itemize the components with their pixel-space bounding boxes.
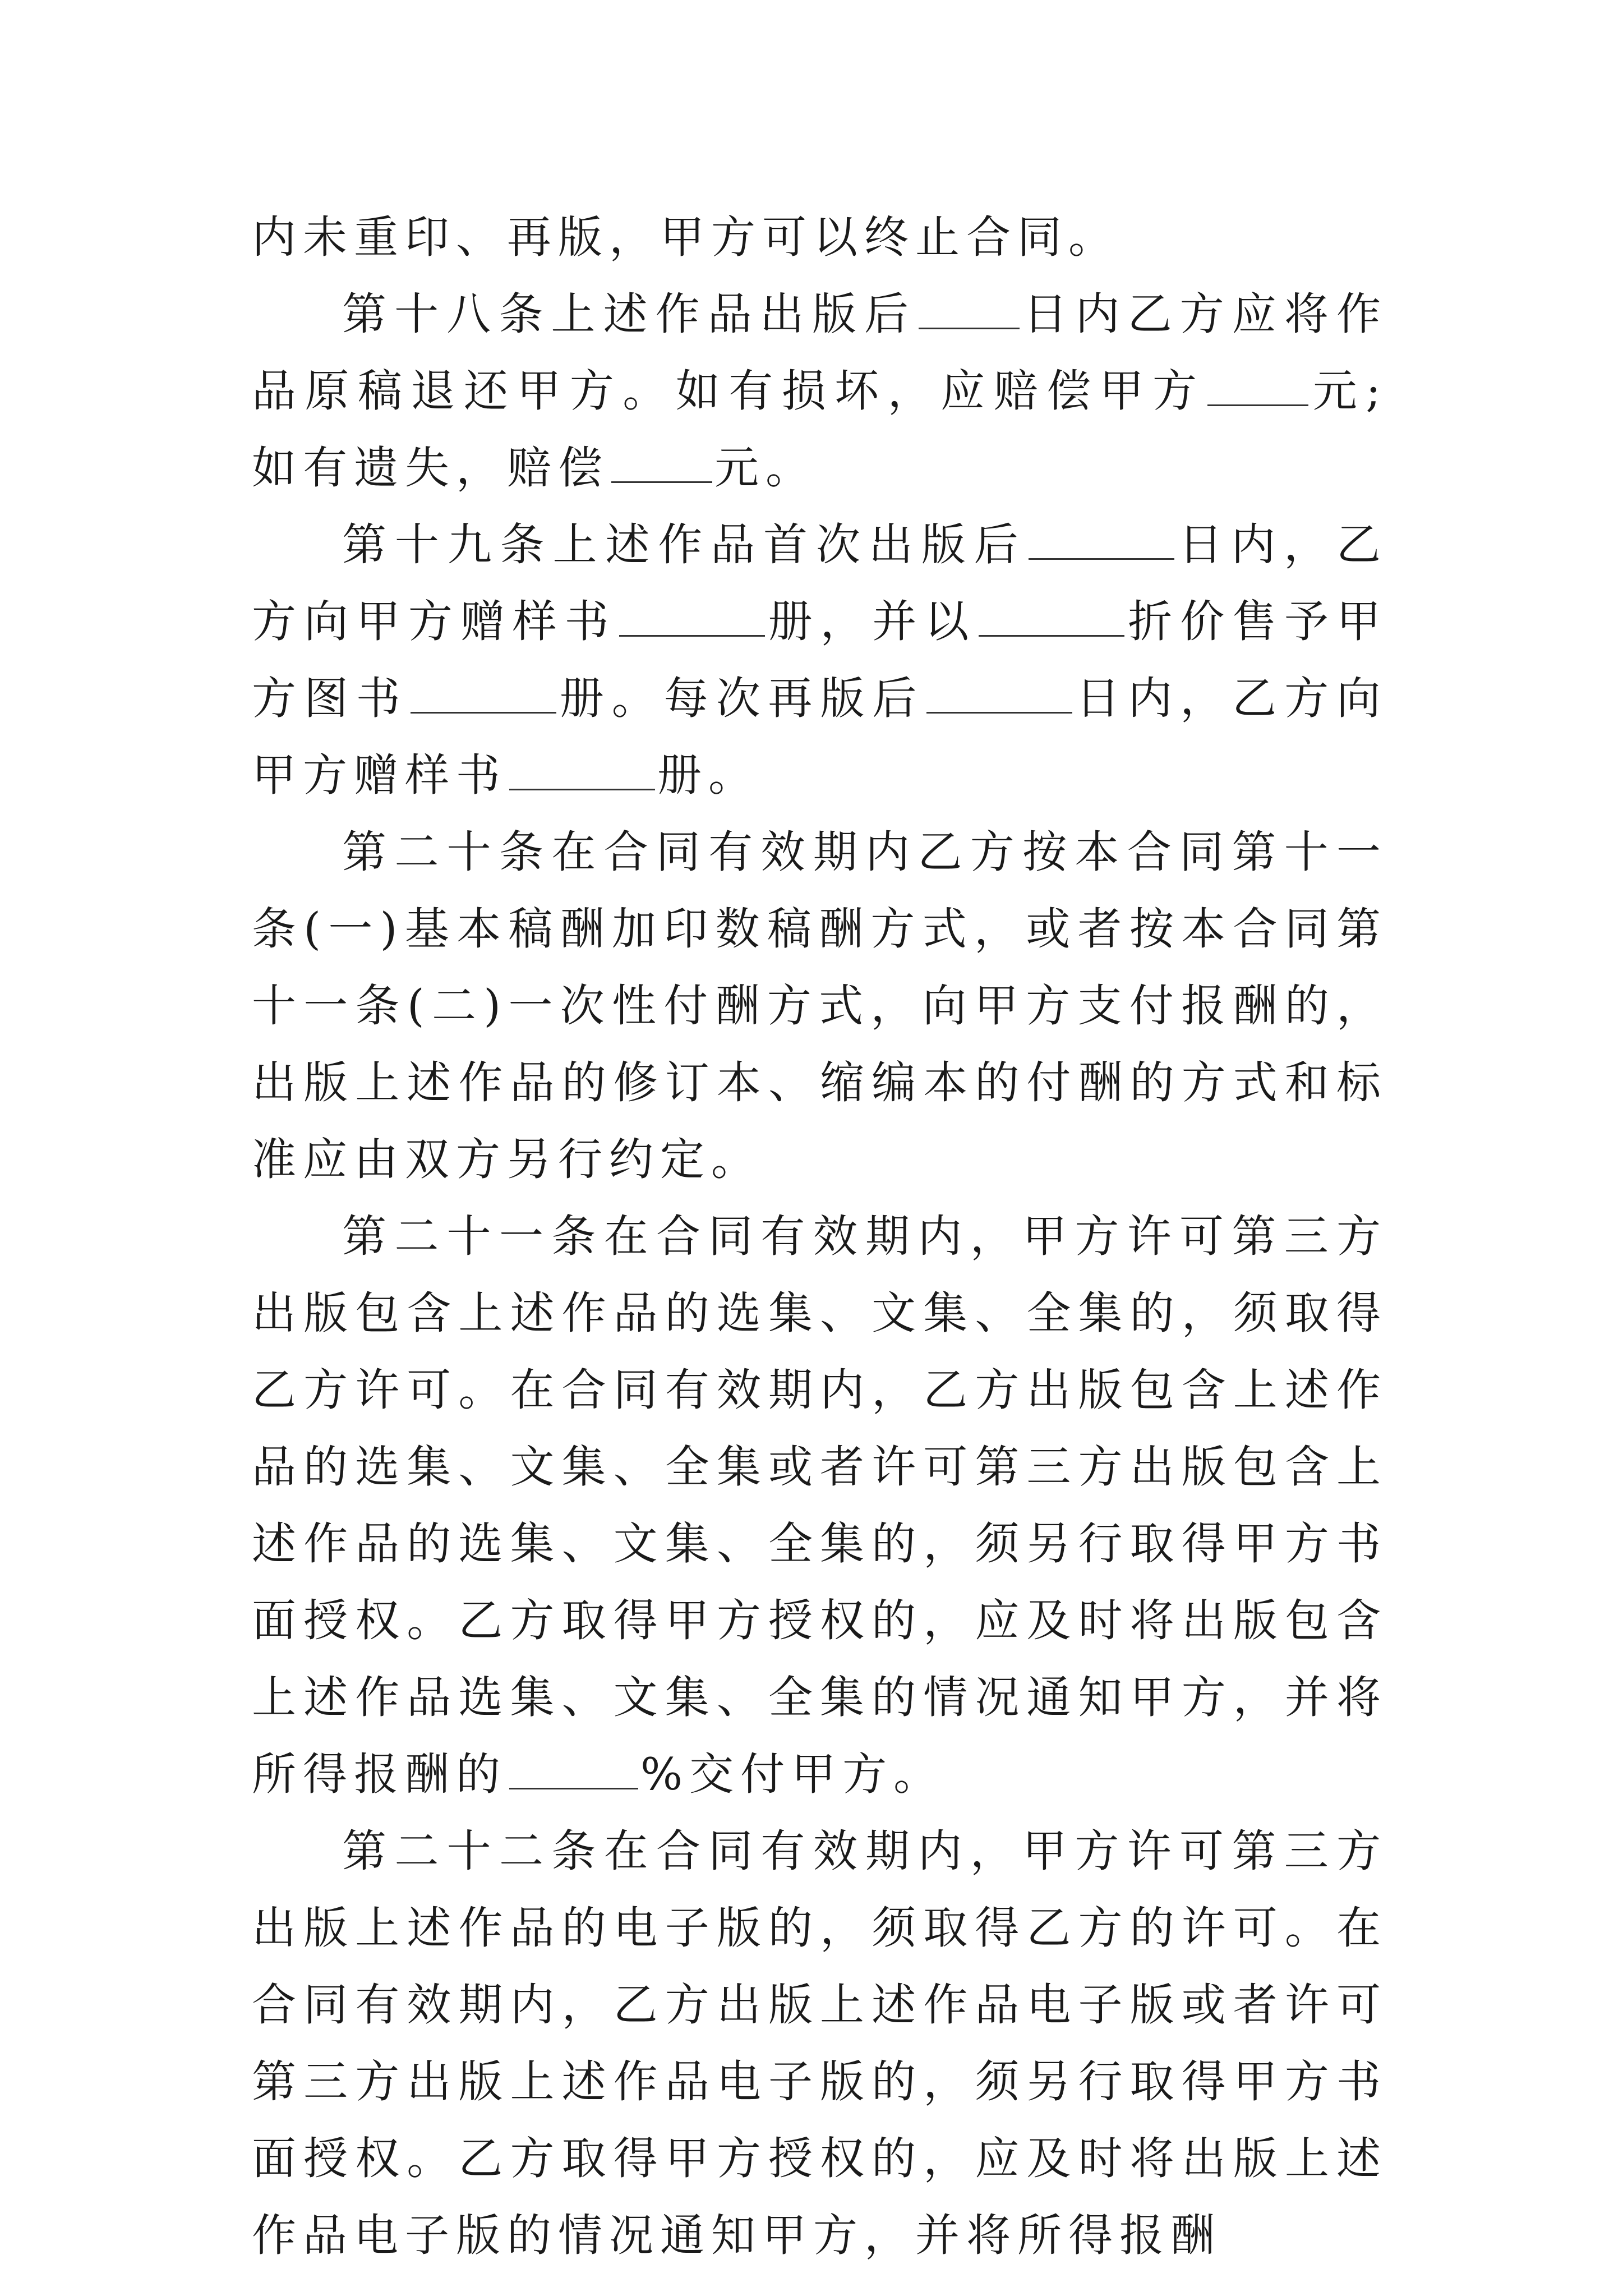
text-segment: 元。 bbox=[714, 442, 817, 494]
article-21 bbox=[252, 1198, 1387, 1813]
blank-days bbox=[926, 677, 1072, 714]
blank-days bbox=[1029, 523, 1174, 560]
text-segment: 元;如有遗失，赔偿 bbox=[252, 365, 1387, 494]
document-page bbox=[252, 199, 1387, 2274]
blank-sample-copies bbox=[509, 754, 655, 790]
blank-discount bbox=[979, 600, 1124, 637]
article-20 bbox=[252, 814, 1387, 1198]
text-segment: 日内乙方应将作品原稿退还甲方。如有损坏，应赔偿甲方 bbox=[252, 288, 1388, 417]
text-segment: 折价售予甲方图书 bbox=[252, 596, 1388, 724]
paragraph-text: 内未重印、再版，甲方可以终止合同。 bbox=[252, 211, 1119, 263]
text-segment: 第十九条上述作品首次出版后 bbox=[342, 519, 1027, 570]
blank-percentage bbox=[509, 1753, 638, 1789]
blank-days bbox=[919, 293, 1020, 329]
article-22 bbox=[252, 1813, 1387, 2274]
article-19 bbox=[252, 507, 1387, 814]
paragraph-continuation bbox=[252, 199, 1387, 276]
paragraph-text: 第二十二条在合同有效期内，甲方许可第三方出版上述作品的电子版的，须取得乙方的许可。在合同有效期内，乙方出版上述作品电子版或者许可第三方出版上述作品电子版的，须另行取得甲方书面授权。乙方取得甲方授权的，应及时将出版上述作品电子版的情况通知甲方，并将所得报酬 bbox=[252, 1825, 1387, 2261]
text-segment: 册。每次再版后 bbox=[558, 673, 925, 724]
blank-damage-amount bbox=[1207, 370, 1308, 406]
text-segment: 第十八条上述作品出版后 bbox=[342, 288, 917, 340]
text-segment: 日内，乙方向甲方赠样书 bbox=[252, 519, 1388, 647]
blank-sample-copies bbox=[619, 600, 765, 637]
blank-loss-amount bbox=[611, 447, 712, 483]
text-segment: 第二十一条在合同有效期内，甲方许可第三方出版包含上述作品的选集、文集、全集的，须取得乙方许可。在合同有效期内，乙方出版包含上述作品的选集、文集、全集或者许可第三方出版包含上述作品的选集、文集、全集的，须另行取得甲方书面授权。乙方取得甲方授权的，应及时将出版包含上述作品选集、文集、全集的情况通知甲方，并将所得报酬的 bbox=[252, 1211, 1387, 1800]
text-segment: %交付甲方。 bbox=[640, 1749, 945, 1800]
paragraph-text: 第二十条在合同有效期内乙方按本合同第十一条(一)基本稿酬加印数稿酬方式，或者按本合同第十一条(二)一次性付酬方式，向甲方支付报酬的，出版上述作品的修订本、缩编本的付酬的方式和标准应由双方另行约定。 bbox=[252, 826, 1387, 1185]
text-segment: 册，并以 bbox=[767, 596, 977, 647]
blank-book-copies bbox=[411, 677, 556, 714]
text-segment: 日内，乙方向甲方赠样书 bbox=[252, 673, 1388, 801]
text-segment: 册。 bbox=[657, 749, 759, 801]
article-18 bbox=[252, 276, 1387, 507]
